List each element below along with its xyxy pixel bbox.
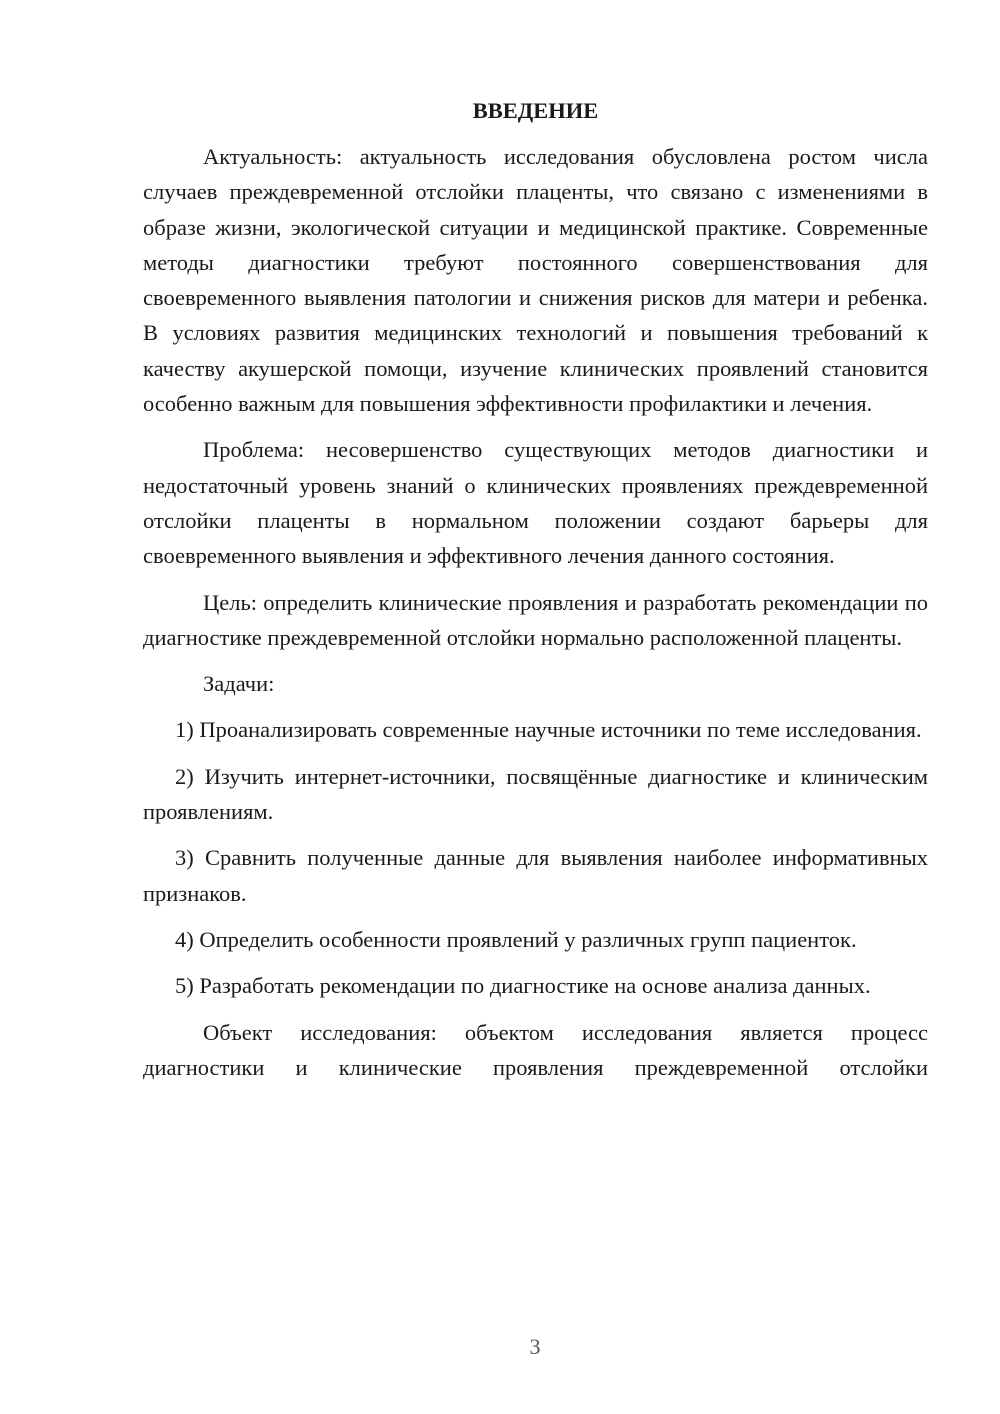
goal-paragraph: Цель: определить клинические проявления и разработать рекомендации по диагностике преждевременной отслойки нормально расположенной плаценты. <box>143 589 928 650</box>
problem-paragraph: Проблема: несовершенство существующих методов диагностики и недостаточный уровень знаний о клинических проявлениях преждевременной отслойки плаценты в нормальном положении создают барьеры для своевременного выявления и эффективного лечения данного состояния. <box>143 437 928 569</box>
page-content <box>143 95 928 1085</box>
page-number: 3 <box>529 1334 541 1359</box>
tasks-heading: Задачи: <box>203 671 275 697</box>
relevance-paragraph: Актуальность: актуальность исследования обусловлена ростом числа случаев преждевременной отслойки плаценты, что связано с изменениями в образе жизни, экологической ситуации и медицинской практике. Современные методы диагностики требуют постоянного совершенствования для своевременного выявления патологии и снижения рисков для матери и ребенка. В условиях развития медицинских технологий и повышения требований к качеству акушерской помощи, изучение клинических проявлений становится особенно важным для повышения эффективности профилактики и лечения. <box>143 144 928 417</box>
task-item-2: 2) Изучить интернет-источники, посвящённые диагностике и клиническим проявлениям. <box>143 763 928 825</box>
page-title: ВВЕДЕНИЕ <box>472 98 599 123</box>
task-item-3: 3) Сравнить полученные данные для выявления наиболее информативных признаков. <box>143 845 928 906</box>
task-item-1: 1) Проанализировать современные научные источники по теме исследования. <box>175 717 922 743</box>
task-item-5: 5) Разработать рекомендации по диагностике на основе анализа данных. <box>175 973 871 999</box>
task-item-4: 4) Определить особенности проявлений у различных групп пациенток. <box>175 926 857 952</box>
object-paragraph: Объект исследования: объектом исследования является процесс диагностики и клинические проявления преждевременной отслойки <box>143 1019 928 1080</box>
